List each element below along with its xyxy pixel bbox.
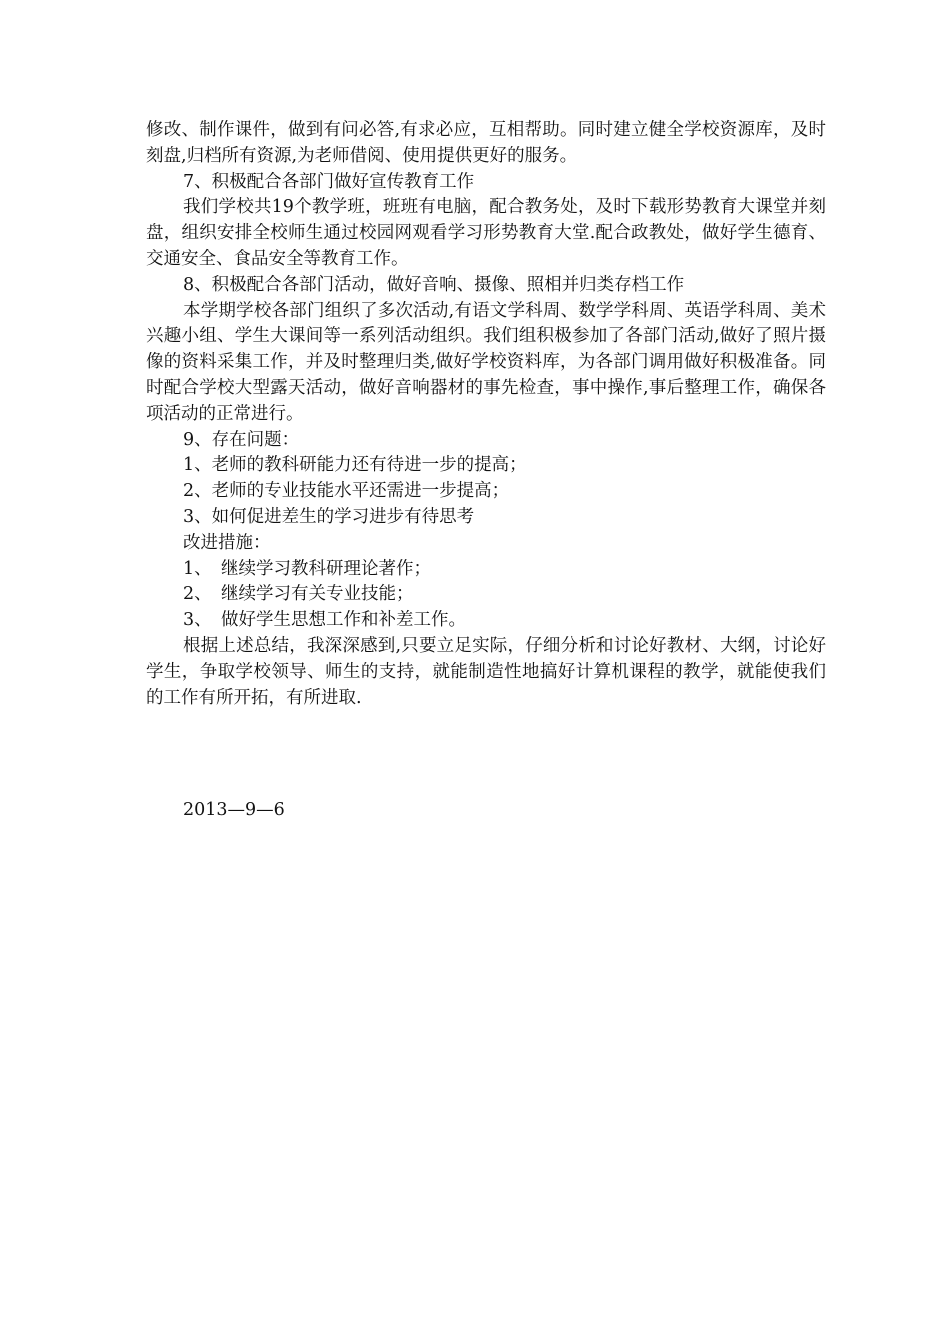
paragraph-publicity: 我们学校共19个教学班，班班有电脑，配合教务处，及时下载形势教育大课堂并刻盘，组织安排全校师生通过校园网观看学习形势教育大堂.配合政教处，做好学生德育、交通安全、食品安全等教育工作。: [146, 197, 826, 269]
problem-item-2: 2、老师的专业技能水平还需进一步提高；: [183, 481, 510, 502]
paragraph-activities: 本学期学校各部门组织了多次活动,有语文学科周、数学学科周、英语学科周、美术兴趣小组、学生大课间等一系列活动组织。我们组积极参加了各部门活动,做好了照片摄像的资料采集工作，并及时整理归类,做好学校资料库，为各部门调用做好积极准备。同时配合学校大型露天活动，做好音响器材的事先检查，事中操作,事后整理工作，确保各项活动的正常进行。: [146, 300, 826, 424]
measure-item-2: [146, 582, 826, 608]
measure-text: 继续学习教科研理论著作；: [221, 558, 431, 579]
measure-item-1: [146, 557, 826, 583]
measure-item-3: [146, 608, 826, 634]
paragraph-resources: 修改、制作课件，做到有问必答,有求必应，互相帮助。同时建立健全学校资源库，及时刻盘,归档所有资源,为老师借阅、使用提供更好的服务。: [146, 120, 826, 166]
document-body: [146, 118, 826, 711]
paragraph-conclusion: 根据上述总结，我深深感到,只要立足实际，仔细分析和讨论好教材、大纲，讨论好学生，争取学校领导、师生的支持，就能制造性地搞好计算机课程的教学，就能使我们的工作有所开拓，有所进取.: [146, 635, 826, 708]
measure-text: 做好学生思想工作和补差工作。: [221, 610, 466, 631]
measure-number: 2、: [183, 584, 212, 605]
measure-number: 1、: [183, 558, 212, 579]
heading-item-9: 9、存在问题：: [183, 429, 300, 450]
measure-text: 继续学习有关专业技能；: [221, 584, 414, 605]
heading-item-7: 7、积极配合各部门做好宣传教育工作: [183, 171, 475, 192]
problem-item-1: 1、老师的教科研能力还有待进一步的提高；: [183, 455, 527, 476]
measure-number: 3、: [183, 610, 212, 631]
heading-item-8: 8、积极配合各部门活动，做好音响、摄像、照相并归类存档工作: [183, 274, 685, 295]
measures-heading: 改进措施：: [183, 532, 271, 553]
document-date: 2013—9—6: [183, 800, 285, 820]
problem-item-3: 3、如何促进差生的学习进步有待思考: [183, 506, 475, 527]
